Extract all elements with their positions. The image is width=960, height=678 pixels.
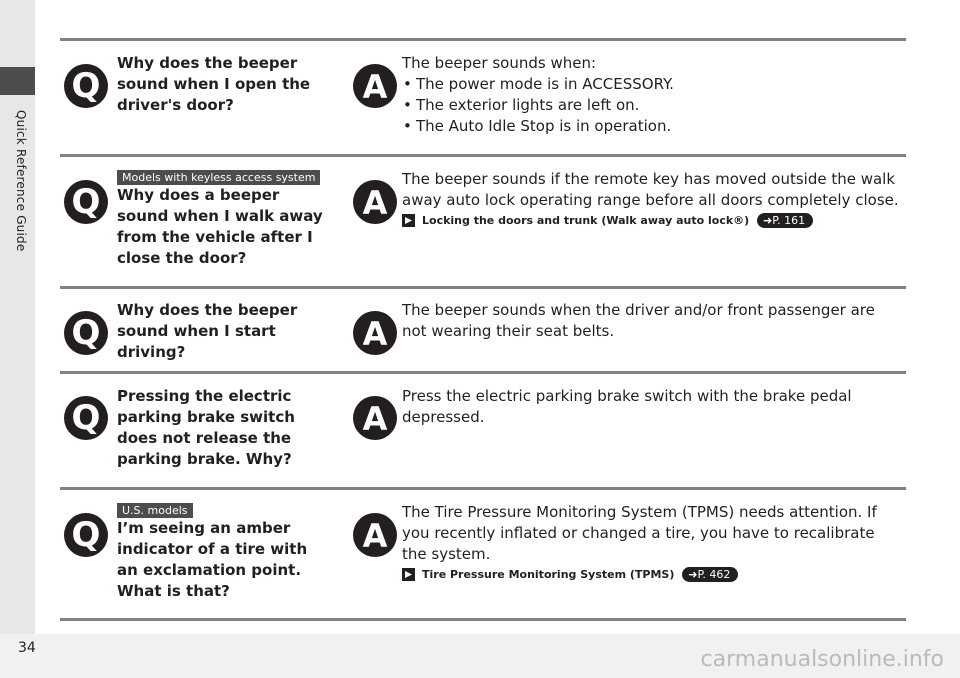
answer-intro: The beeper sounds when: <box>402 54 597 72</box>
question-text: Pressing the electric parking brake switch does not release the parking brake. Why? <box>117 387 295 468</box>
reference-text: Tire Pressure Monitoring System (TPMS) <box>422 568 675 581</box>
answer-text: Press the electric parking brake switch with the brake pedal depressed. <box>402 387 852 426</box>
divider <box>60 371 906 374</box>
divider <box>60 286 906 289</box>
question-text: Why does a beeper sound when I walk away from the vehicle after I close the door? <box>117 186 323 267</box>
question-icon: Q <box>64 513 108 557</box>
side-bar <box>0 0 35 634</box>
svg-text:A: A <box>362 517 388 555</box>
section-tab <box>0 67 35 95</box>
page-link-arrow-icon: ➜ <box>763 214 773 227</box>
question-icon: Q <box>64 180 108 224</box>
answer-block <box>402 53 902 137</box>
page-number: 34 <box>18 640 36 656</box>
question-text: I’m seeing an amber indicator of a tire with an exclamation point. What is that? <box>117 519 308 600</box>
answer-bullet: • The power mode is in ACCESSORY. <box>402 74 902 95</box>
divider <box>60 38 906 41</box>
answer-icon <box>353 396 397 440</box>
reference-text: Locking the doors and trunk (Walk away auto lock®) <box>422 214 750 227</box>
answer-bullet: • The exterior lights are left on. <box>402 95 902 116</box>
page-link-label: P. 161 <box>772 214 806 227</box>
answer-icon <box>353 311 397 355</box>
section-label: Quick Reference Guide <box>14 110 28 252</box>
svg-text:A: A <box>362 184 388 222</box>
cross-reference[interactable] <box>402 567 902 583</box>
watermark: carmanualsonline.info <box>700 647 944 672</box>
reference-arrow-icon <box>402 214 415 227</box>
page-link[interactable] <box>757 213 813 228</box>
divider <box>60 487 906 490</box>
answer-block <box>402 169 902 229</box>
model-badge: U.S. models <box>117 503 193 518</box>
cross-reference[interactable] <box>402 213 902 229</box>
svg-text:A: A <box>362 400 388 438</box>
svg-text:A: A <box>362 315 388 353</box>
divider <box>60 154 906 157</box>
question-text: Why does the beeper sound when I open the driver's door? <box>117 54 311 114</box>
answer-text: The Tire Pressure Monitoring System (TPMS) needs attention. If you recently inflated or changed a tire, you have to recalibrate the system. <box>402 503 877 563</box>
question-icon: Q <box>64 396 108 440</box>
answer-list <box>402 74 902 137</box>
divider <box>60 618 906 621</box>
page-link-label: P. 462 <box>697 568 731 581</box>
answer-text: The beeper sounds when the driver and/or front passenger are not wearing their seat belts. <box>402 301 875 340</box>
answer-bullet: • The Auto Idle Stop is in operation. <box>402 116 902 137</box>
page-link[interactable] <box>682 567 738 582</box>
page-link-arrow-icon: ➜ <box>688 568 698 581</box>
answer-text: The beeper sounds if the remote key has moved outside the walk away auto lock operating range before all doors completely close. <box>402 170 899 209</box>
answer-icon <box>353 64 397 108</box>
answer-block <box>402 502 902 583</box>
question-icon: Q <box>64 311 108 355</box>
svg-text:A: A <box>362 68 388 106</box>
question-text: Why does the beeper sound when I start driving? <box>117 301 298 361</box>
reference-arrow-icon <box>402 568 415 581</box>
question-icon: Q <box>64 64 108 108</box>
model-badge: Models with keyless access system <box>117 170 320 185</box>
answer-icon <box>353 180 397 224</box>
answer-icon <box>353 513 397 557</box>
